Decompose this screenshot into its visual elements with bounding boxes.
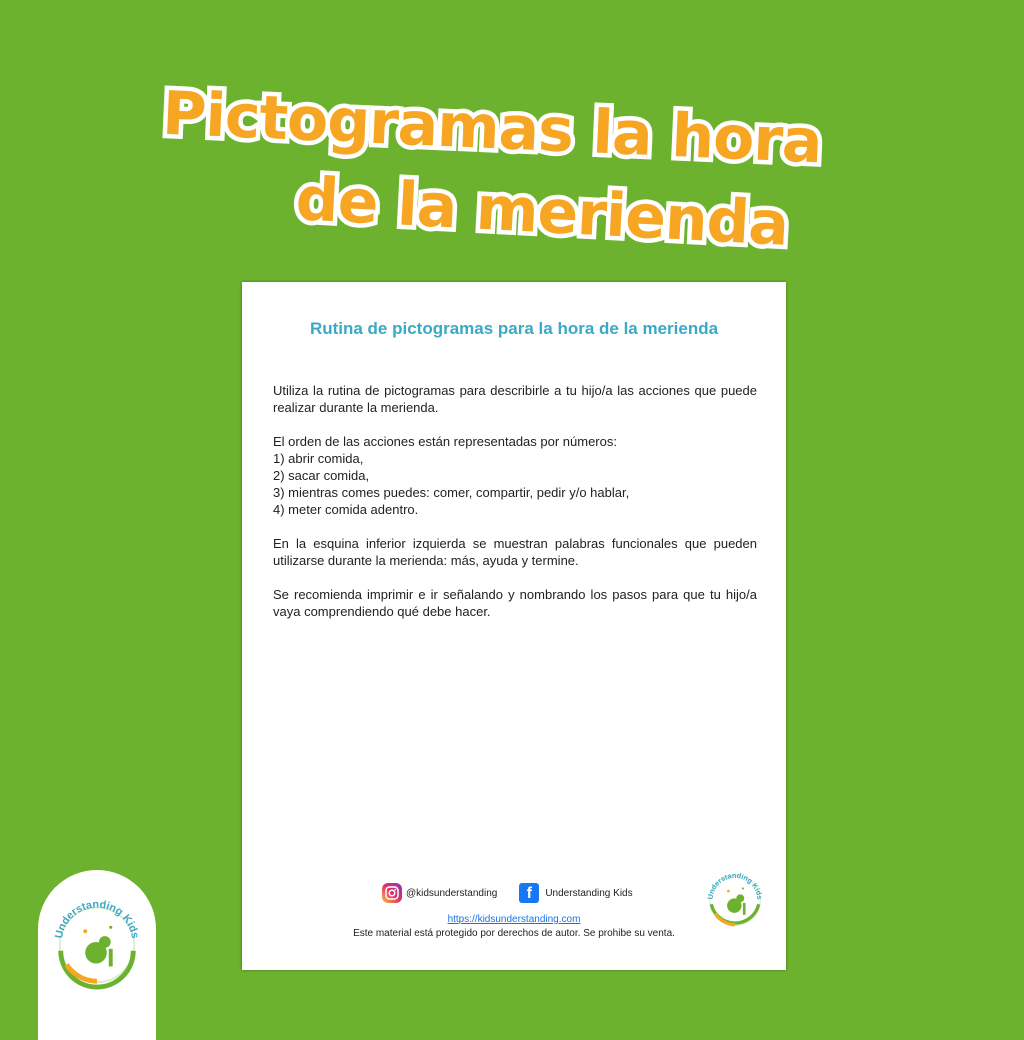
copyright-notice: Este material está protegido por derechos de autor. Se prohibe su venta.: [353, 928, 675, 939]
logo-text: Understanding Kids: [705, 870, 765, 900]
instagram-handle[interactable]: @kidsunderstanding: [406, 887, 498, 899]
intro-paragraph: Utiliza la rutina de pictogramas para describirle a tu hijo/a las acciones que puede realizar durante la merienda.: [273, 383, 757, 415]
headline-line-1: Pictogramas la hora: [160, 78, 824, 178]
steps-list: [273, 450, 757, 518]
svg-text:Understanding Kids: [53, 899, 141, 940]
order-intro: El orden de las acciones están representadas por números:: [273, 434, 617, 449]
page-headline: [0, 78, 1024, 260]
step-item: 1) abrir comida,: [273, 451, 364, 466]
document-title: Rutina de pictogramas para la hora de la merienda: [309, 319, 719, 338]
step-item: 4) meter comida adentro.: [273, 502, 419, 517]
step-item: 3) mientras comes puedes: comer, compartir, pedir y/o hablar,: [273, 485, 630, 500]
social-links: [382, 880, 633, 906]
website-link[interactable]: https://kidsunderstanding.com: [447, 914, 581, 925]
instagram-icon[interactable]: [382, 883, 402, 903]
logo-text: Understanding Kids: [52, 898, 141, 940]
svg-text:Understanding Kids: [705, 871, 764, 900]
document-preview: [242, 282, 786, 970]
facebook-icon[interactable]: f: [519, 883, 539, 903]
brand-badge: [38, 870, 156, 1040]
functional-words-paragraph: En la esquina inferior izquierda se muestran palabras funcionales que pueden utilizarse durante la merienda: más, ayuda y termine.: [273, 536, 757, 568]
headline-line-2: de la merienda: [294, 164, 790, 260]
understanding-kids-logo: [48, 892, 146, 990]
facebook-name[interactable]: Understanding Kids: [545, 887, 633, 899]
document-body: [273, 382, 757, 637]
recommendation-paragraph: Se recomienda imprimir e ir señalando y nombrando los pasos para que tu hijo/a vaya comprendiendo qué debe hacer.: [273, 587, 757, 619]
step-item: 2) sacar comida,: [273, 468, 370, 483]
